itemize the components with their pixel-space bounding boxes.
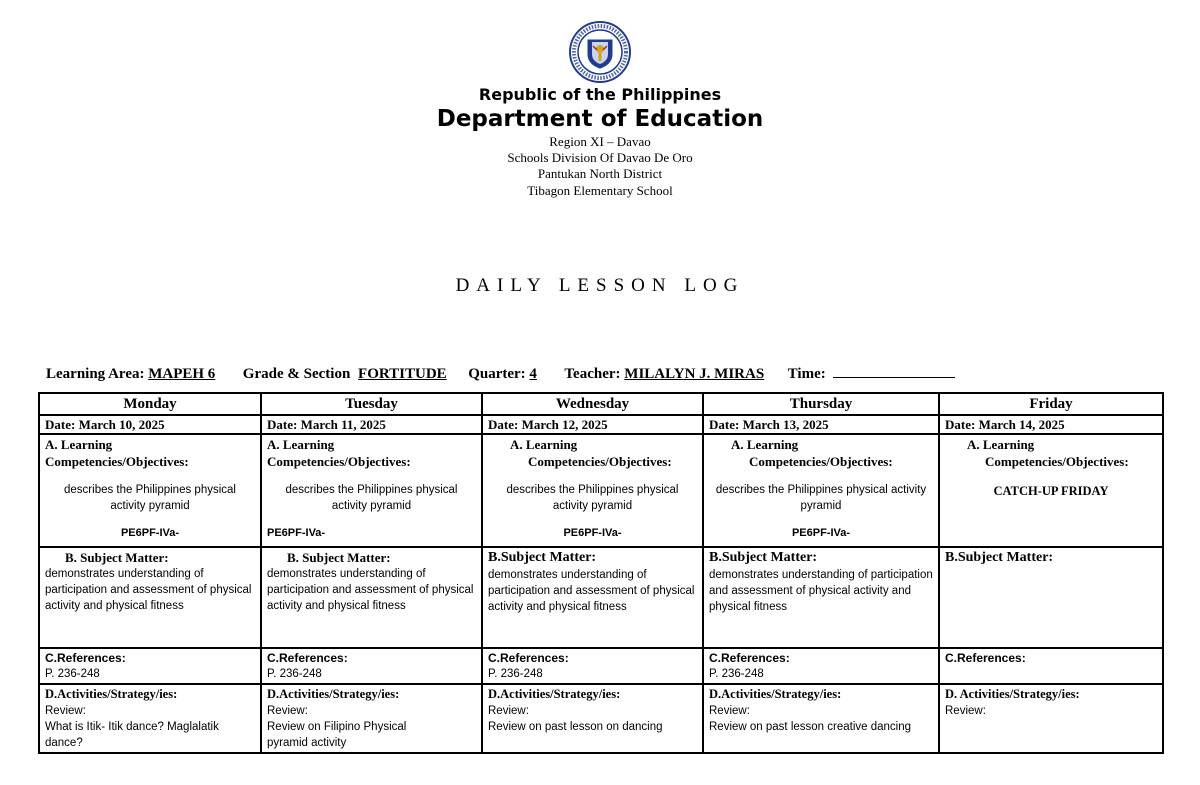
- objective-text: describes the Philippines physical activity pyramid: [715, 484, 927, 512]
- date-cell: Date: March 12, 2025: [482, 415, 703, 434]
- objectives-label-a: A. Learning: [267, 437, 335, 452]
- activities-cell: [703, 684, 939, 753]
- activities-cell: [39, 684, 261, 753]
- department-heading: Department of Education: [436, 106, 764, 132]
- objectives-cell: [261, 434, 482, 547]
- day-header: Monday: [39, 393, 261, 415]
- references-text: P. 236-248: [267, 668, 322, 680]
- objectives-cell: [703, 434, 939, 547]
- date-cell: Date: March 13, 2025: [703, 415, 939, 434]
- subject-matter-label: B. Subject Matter:: [287, 550, 391, 565]
- subject-matter-label: B.Subject Matter:: [488, 550, 597, 565]
- subject-matter-label: B.Subject Matter:: [945, 550, 1054, 565]
- day-header: Tuesday: [261, 393, 482, 415]
- activities-text: What is Itik- Itik dance? Maglalatik dance?: [45, 721, 219, 749]
- activities-review: Review:: [45, 705, 86, 717]
- objectives-label-a: A. Learning: [731, 437, 799, 452]
- subject-matter-cell: [939, 547, 1163, 648]
- date-cell: Date: March 10, 2025: [39, 415, 261, 434]
- activities-label: D.Activities/Strategy/ies:: [488, 687, 621, 701]
- district-line: Pantukan North District: [537, 166, 663, 181]
- quarter-label: Quarter:: [468, 366, 526, 382]
- subject-matter-cell: [39, 547, 261, 648]
- activities-review: Review:: [709, 705, 750, 717]
- references-cell: [261, 648, 482, 684]
- time-blank-field: [833, 363, 955, 378]
- deped-seal-logo: [566, 20, 634, 84]
- activities-text: Review on past lesson creative dancing: [709, 721, 912, 733]
- teacher-value: MILALYN J. MIRAS: [624, 366, 765, 382]
- day-header: Thursday: [703, 393, 939, 415]
- objectives-label-b: Competencies/Objectives:: [985, 454, 1129, 469]
- objectives-label-a: A. Learning: [967, 437, 1035, 452]
- competency-code: PE6PF-IVa-: [267, 527, 326, 539]
- references-text: P. 236-248: [709, 668, 764, 680]
- objectives-label-b: Competencies/Objectives:: [749, 454, 893, 469]
- activities-review: Review:: [267, 705, 308, 717]
- subject-matter-text: demonstrates understanding of participation and assessment of physical activity and physical fitness: [267, 568, 474, 612]
- objectives-cell: [39, 434, 261, 547]
- references-cell: [482, 648, 703, 684]
- date-cell: Date: March 11, 2025: [261, 415, 482, 434]
- objectives-label-a: A. Learning: [45, 437, 113, 452]
- subject-matter-label: B. Subject Matter:: [65, 550, 169, 565]
- competency-code: PE6PF-IVa-: [791, 527, 851, 539]
- objectives-cell: [939, 434, 1163, 547]
- activities-row: [39, 684, 1163, 753]
- day-header: Wednesday: [482, 393, 703, 415]
- references-cell: [939, 648, 1163, 684]
- activities-review: Review:: [488, 705, 529, 717]
- catch-up-friday-text: CATCH-UP FRIDAY: [993, 484, 1109, 498]
- activities-review: Review:: [945, 705, 986, 717]
- objectives-label-a: A. Learning: [510, 437, 578, 452]
- grade-value: FORTITUDE: [358, 366, 447, 382]
- references-cell: [703, 648, 939, 684]
- competency-code: PE6PF-IVa-: [120, 527, 180, 539]
- school-line: Tibagon Elementary School: [527, 183, 673, 198]
- date-row: [39, 415, 1163, 434]
- learning-area-label: Learning Area:: [46, 366, 145, 382]
- activities-cell: [482, 684, 703, 753]
- grade-label: Grade & Section: [242, 366, 351, 382]
- subject-matter-text: demonstrates understanding of participation and assessment of physical activity and physical fitness: [45, 568, 252, 612]
- objectives-label-b: Competencies/Objectives:: [528, 454, 672, 469]
- activities-cell: [261, 684, 482, 753]
- subject-matter-label: B.Subject Matter:: [709, 550, 818, 565]
- references-label: C.References:: [709, 651, 790, 665]
- document-title: DAILY LESSON LOG: [455, 275, 745, 296]
- objectives-cell: [482, 434, 703, 547]
- objective-text: describes the Philippines physical activity pyramid: [64, 484, 236, 512]
- day-header-row: [39, 393, 1163, 415]
- activities-cell: [939, 684, 1163, 753]
- lesson-log-table: [38, 392, 1164, 754]
- lesson-info-line: [46, 363, 955, 384]
- objectives-row: [39, 434, 1163, 547]
- activities-label: D. Activities/Strategy/ies:: [945, 687, 1080, 701]
- references-text: P. 236-248: [488, 668, 543, 680]
- time-label: Time:: [787, 366, 826, 382]
- quarter-value: 4: [529, 366, 537, 382]
- activities-text: Review on Filipino Physical pyramid activity: [267, 721, 407, 749]
- activities-text: Review on past lesson on dancing: [488, 721, 663, 733]
- teacher-label: Teacher:: [564, 366, 621, 382]
- division-line: Schools Division Of Davao De Oro: [507, 150, 693, 165]
- references-label: C.References:: [267, 651, 348, 665]
- learning-area-value: MAPEH 6: [148, 366, 216, 382]
- references-label: C.References:: [945, 651, 1026, 665]
- subject-matter-row: [39, 547, 1163, 648]
- subject-matter-cell: [482, 547, 703, 648]
- objectives-label-b: Competencies/Objectives:: [45, 454, 189, 469]
- references-label: C.References:: [488, 651, 569, 665]
- subject-matter-cell: [261, 547, 482, 648]
- references-text: P. 236-248: [45, 668, 100, 680]
- activities-label: D.Activities/Strategy/ies:: [267, 687, 400, 701]
- date-cell: Date: March 14, 2025: [939, 415, 1163, 434]
- objectives-label-b: Competencies/Objectives:: [267, 454, 411, 469]
- references-cell: [39, 648, 261, 684]
- republic-heading: Republic of the Philippines: [478, 85, 722, 104]
- day-header: Friday: [939, 393, 1163, 415]
- references-row: [39, 648, 1163, 684]
- region-line: Region XI – Davao: [549, 134, 651, 149]
- objective-text: describes the Philippines physical activity pyramid: [506, 484, 679, 512]
- activities-label: D.Activities/Strategy/ies:: [709, 687, 842, 701]
- subject-matter-text: demonstrates understanding of participation and assessment of physical activity and physical fitness: [488, 569, 695, 613]
- activities-label: D.Activities/Strategy/ies:: [45, 687, 178, 701]
- competency-code: PE6PF-IVa-: [563, 527, 622, 539]
- objective-text: describes the Philippines physical activity pyramid: [285, 484, 458, 512]
- subject-matter-text: demonstrates understanding of participation and assessment of physical activity and physical fitness: [709, 569, 933, 613]
- subject-matter-cell: [703, 547, 939, 648]
- references-label: C.References:: [45, 651, 126, 665]
